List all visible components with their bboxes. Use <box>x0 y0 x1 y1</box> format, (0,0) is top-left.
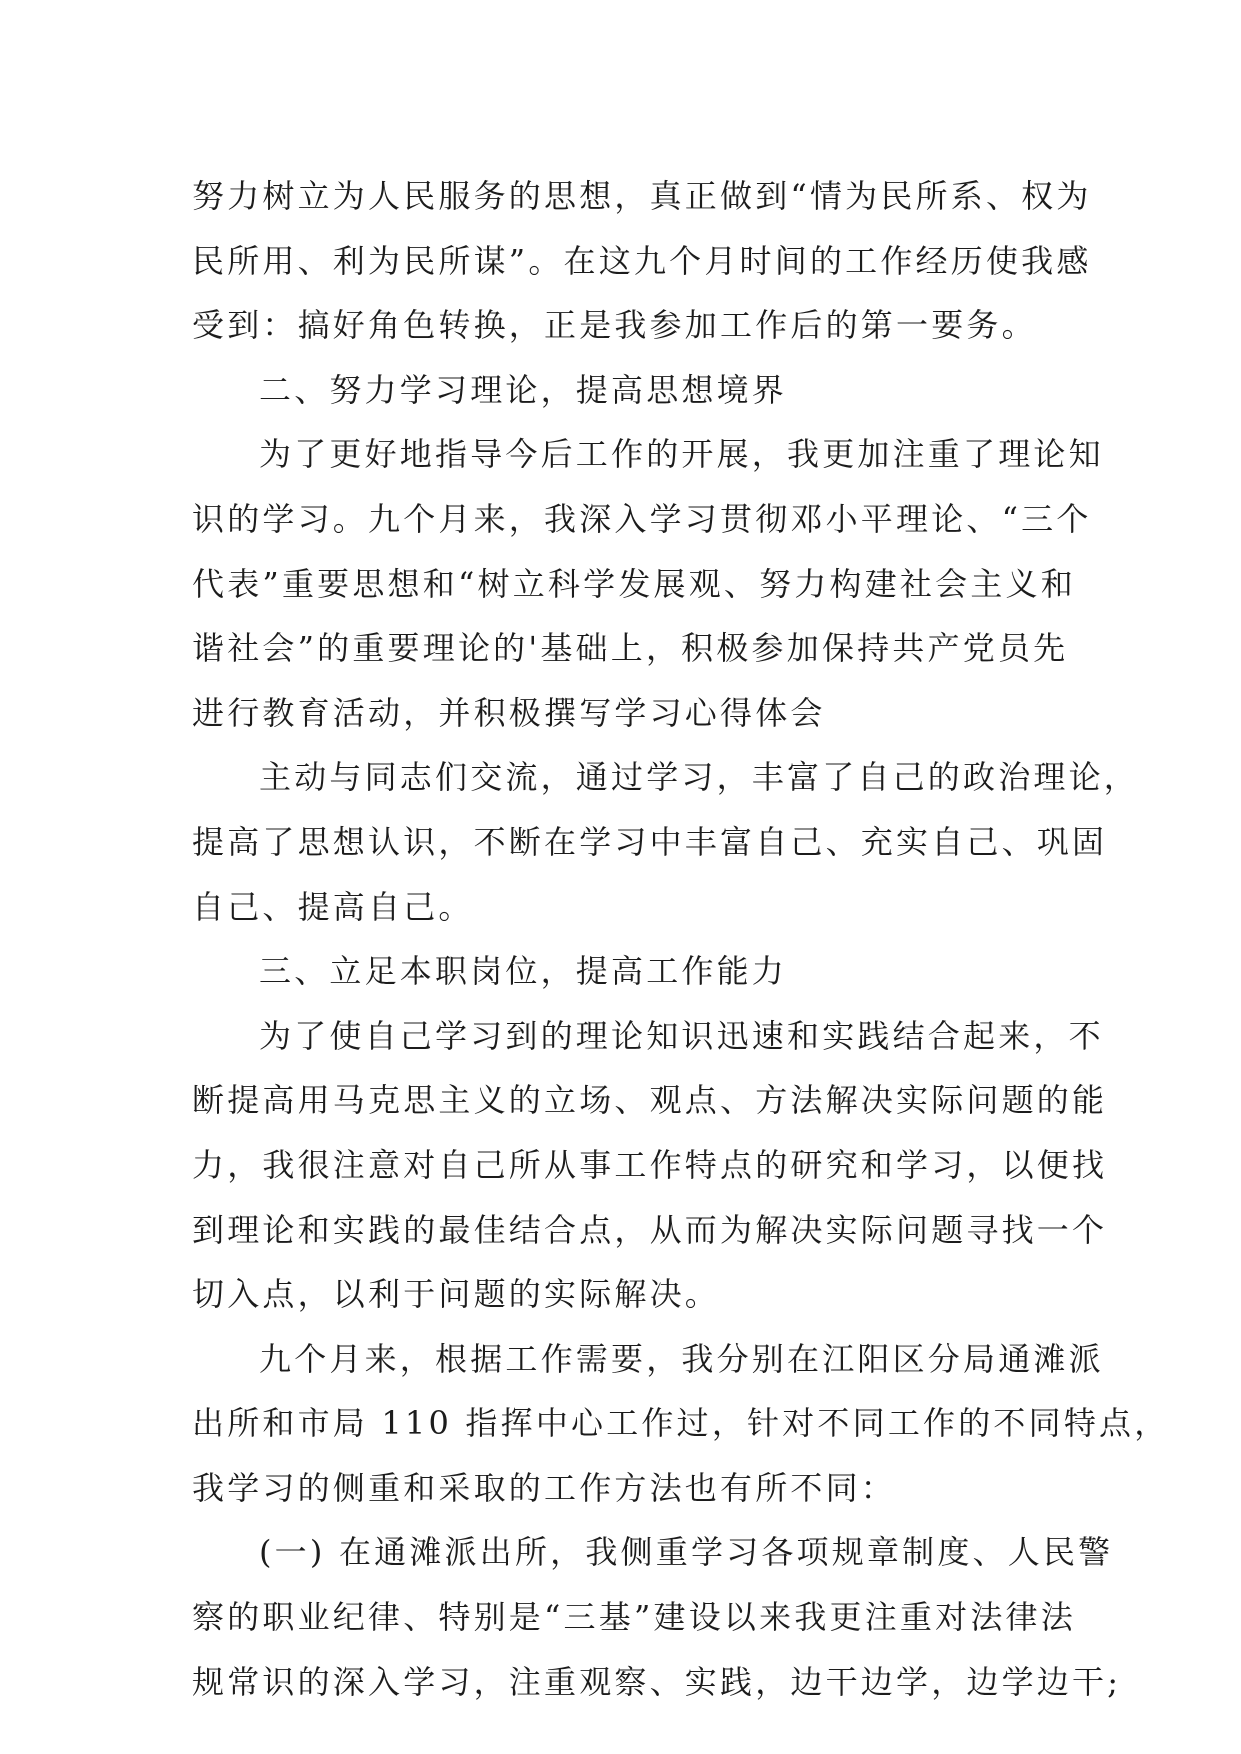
text-line: 受到：搞好角色转换，正是我参加工作后的第一要务。 <box>192 306 1037 345</box>
text-line: 出所和市局 110 指挥中心工作过，针对不同工作的不同特点， <box>192 1404 1170 1443</box>
text-line: 识的学习。九个月来，我深入学习贯彻邓小平理论、“三个 <box>192 499 1092 538</box>
text-line: 努力树立为人民服务的思想，真正做到“情为民所系、权为 <box>192 177 1092 215</box>
text-line: 代表”重要思想和“树立科学发展观、努力构建社会主义和 <box>192 564 1076 603</box>
text-line: 民所用、利为民所谋”。在这九个月时间的工作经历使我感 <box>192 241 1092 280</box>
text-line: 我学习的侧重和采取的工作方法也有所不同： <box>192 1468 897 1507</box>
text-line: 二、努力学习理论，提高思想境界 <box>259 370 788 409</box>
text-line: (一) 在通滩派出所，我侧重学习各项规章制度、人民警 <box>259 1533 1114 1572</box>
text-line: 提高了思想认识，不断在学习中丰富自己、充实自己、巩固 <box>192 822 1108 861</box>
text-line: 力，我很注意对自己所从事工作特点的研究和学习，以便找 <box>192 1145 1108 1184</box>
body-text <box>192 164 1170 1714</box>
text-line: 规常识的深入学习，注重观察、实践，边干边学，边学边干; <box>192 1662 1122 1701</box>
text-line: 进行教育活动，并积极撰写学习心得体会 <box>192 693 826 732</box>
text-line: 主动与同志们交流，通过学习，丰富了自己的政治理论， <box>259 758 1140 797</box>
text-line: 到理论和实践的最佳结合点，从而为解决实际问题寻找一个 <box>192 1210 1108 1249</box>
text-line: 为了更好地指导今后工作的开展，我更加注重了理论知 <box>259 435 1104 474</box>
text-line: 谐社会”的重要理论的'基础上，积极参加保持共产党员先 <box>192 629 1069 668</box>
text-line: 为了使自己学习到的理论知识迅速和实践结合起来，不 <box>259 1016 1104 1055</box>
text-line: 三、立足本职岗位，提高工作能力 <box>259 952 788 991</box>
text-line: 察的职业纪律、特别是“三基”建设以来我更注重对法律法 <box>192 1598 1076 1637</box>
text-line: 断提高用马克思主义的立场、观点、方法解决实际问题的能 <box>192 1081 1108 1120</box>
text-line: 切入点，以利于问题的实际解决。 <box>192 1275 721 1314</box>
text-line: 九个月来，根据工作需要，我分别在江阳区分局通滩派 <box>259 1339 1104 1378</box>
text-line: 自己、提高自己。 <box>192 887 474 926</box>
